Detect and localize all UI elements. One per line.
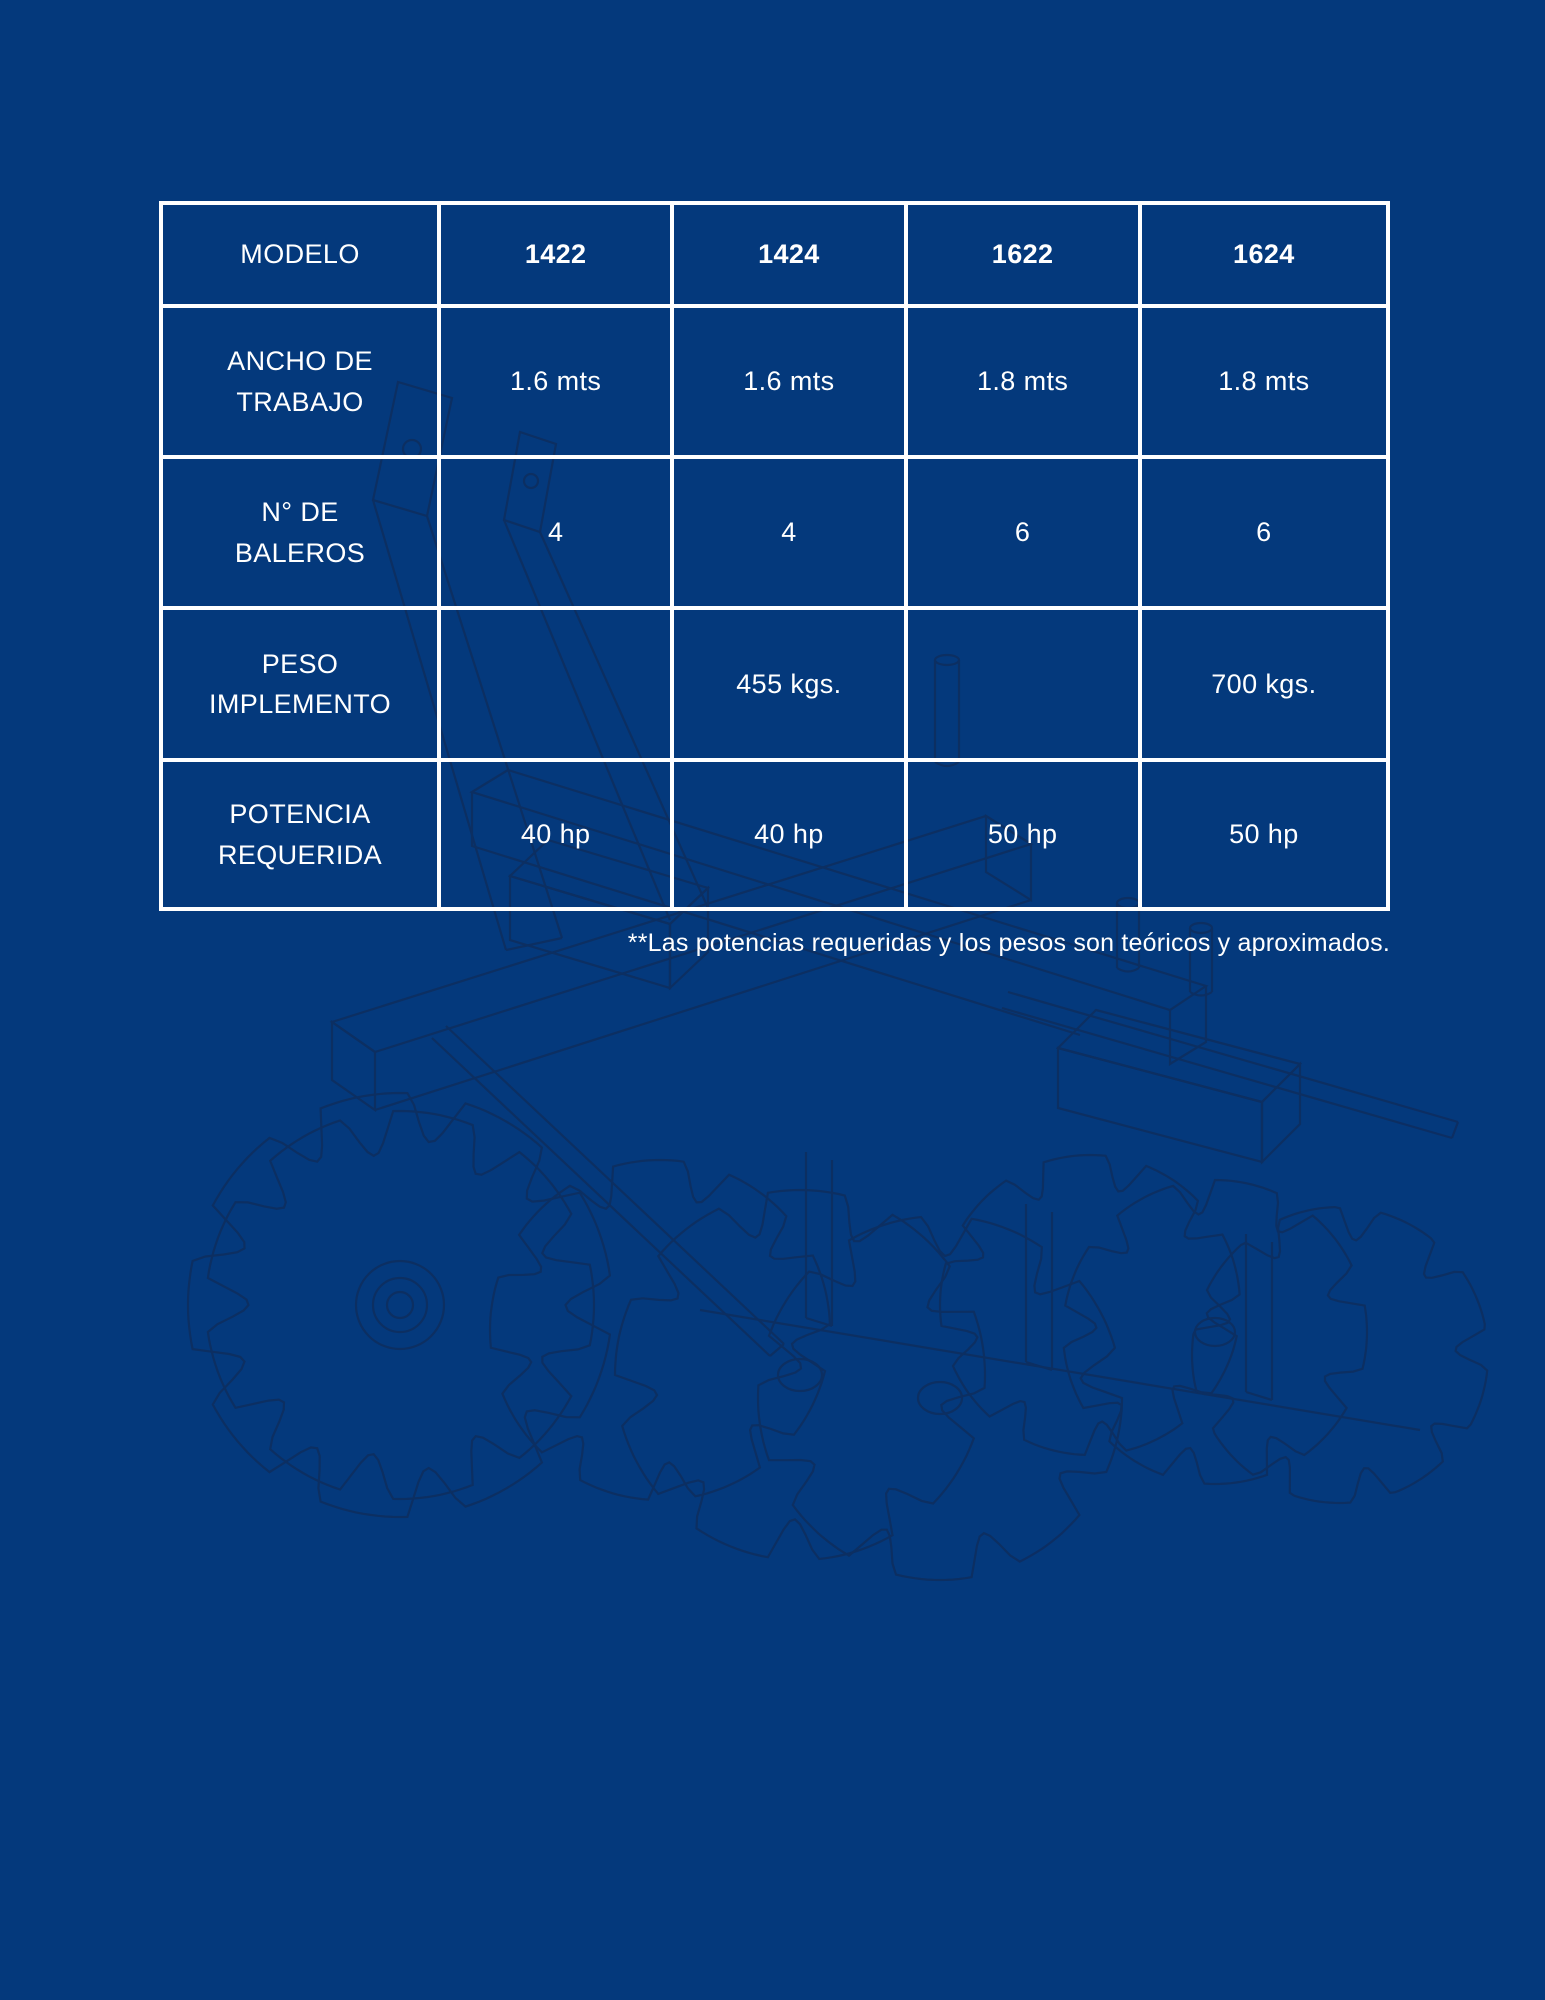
model-1624-header: 1624 [1140,203,1388,306]
table-row-baleros [161,457,1388,608]
spec-cell: 50 hp [906,760,1140,909]
table-row-peso-implemento [161,608,1388,760]
spec-table [159,201,1390,911]
spec-cell: 4 [439,457,672,608]
table-header-row [161,203,1388,306]
row-label-line: TRABAJO [236,386,364,417]
row-label-peso-implemento [161,608,439,760]
spec-cell: 455 kgs. [672,608,905,760]
spec-cell: 6 [1140,457,1388,608]
table-row-ancho-de-trabajo [161,306,1388,457]
row-label-line: ANCHO DE [227,346,373,376]
row-label-line: PESO [261,648,339,679]
spec-cell: 40 hp [439,760,672,909]
row-label-line: BALEROS [234,537,366,568]
spec-cell: 4 [672,457,905,608]
model-1422-header: 1422 [439,203,672,306]
row-label-line: IMPLEMENTO [209,689,392,719]
spec-cell: 1.8 mts [1140,306,1388,457]
row-label-line: N° DE [261,497,339,527]
row-label-line: REQUERIDA [217,839,383,870]
spec-cell: 1.6 mts [672,306,905,457]
spec-cell [439,608,672,760]
header-label-modelo [161,203,439,306]
spec-cell: 40 hp [672,760,905,909]
spec-cell: 1.8 mts [906,306,1140,457]
header-label-text: MODELO [240,239,360,270]
row-label-baleros [161,457,439,608]
model-1622-header: 1622 [906,203,1140,306]
row-label-line: POTENCIA [229,799,371,829]
spec-cell: 1.6 mts [439,306,672,457]
spec-cell: 6 [906,457,1140,608]
footnote-text: **Las potencias requeridas y los pesos son teóricos y aproximados. [627,929,1390,957]
spec-cell: 50 hp [1140,760,1388,909]
table-row-potencia-requerida [161,760,1388,909]
spec-cell [906,608,1140,760]
spec-cell: 700 kgs. [1140,608,1388,760]
row-label-potencia-requerida [161,760,439,909]
row-label-ancho-de-trabajo [161,306,439,457]
model-1424-header: 1424 [672,203,905,306]
